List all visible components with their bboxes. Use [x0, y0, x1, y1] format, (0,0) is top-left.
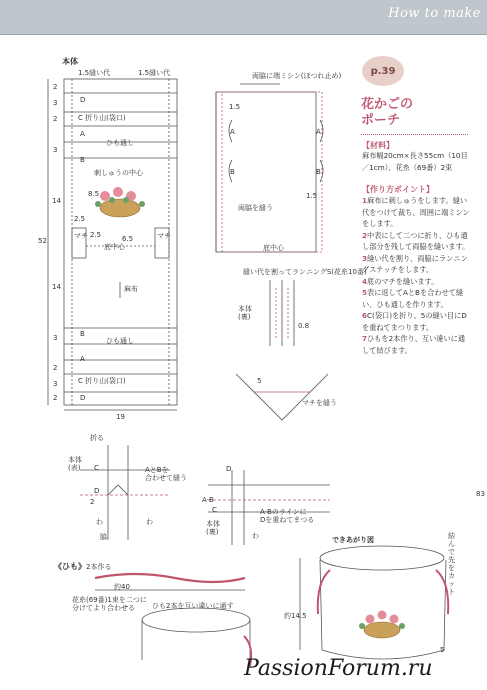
side-zigzag-outline — [222, 92, 322, 252]
dim-14-bottom: 14 — [52, 283, 61, 291]
side-top-note: 両脇に端ミシン(ほつれ止め) — [252, 72, 342, 80]
overlap-label-d: D — [226, 465, 232, 473]
header-script-title: How to make — [388, 6, 481, 21]
side-label-a1: A — [230, 128, 235, 136]
finished-cord-right — [436, 570, 448, 614]
embroidery-center-label: 刺しゅうの中心 — [94, 169, 143, 177]
cord-note-1: 花糸(69番)1束を二つに — [72, 596, 147, 604]
row-label-top: D — [80, 96, 86, 104]
basket-embroidery-icon — [95, 187, 145, 217]
row-label-top: C 折り山(袋口) — [78, 114, 126, 122]
step-number: 4 — [362, 276, 368, 286]
finished-pouch-diagram — [300, 546, 448, 659]
step-text: ひもを2本作り、互い違いに通して結びます。 — [362, 334, 466, 355]
step-text: 麻布に刺しゅうをします。縫い代をつけて裁ち、周囲に端ミシンをします。 — [362, 196, 470, 228]
dim-2-5-b: 2.5 — [90, 231, 102, 239]
finished-rim — [320, 546, 444, 570]
fold-dim-2: 2 — [90, 498, 95, 506]
gusset-label-left: マチ — [74, 232, 88, 240]
row-label-bottom: B — [80, 330, 85, 338]
fold-side: 脇 — [100, 533, 107, 541]
step-number: 2 — [362, 230, 368, 240]
pouch-bottom-sketch — [142, 608, 251, 666]
overlap-label-c: C — [212, 506, 217, 514]
body-width: 19 — [116, 413, 125, 421]
step-item — [362, 230, 472, 253]
step-item — [362, 310, 472, 333]
row-label-bottom: ひも通し — [106, 337, 134, 345]
body-height: 52 — [38, 237, 47, 245]
row-dim: 2 — [53, 394, 58, 402]
cord-twist — [95, 574, 245, 582]
step-text: 表に返してAとBを合わせて縫い、ひも通しを作ります。 — [362, 288, 464, 309]
dim-8-5: 8.5 — [88, 190, 100, 198]
page-reference-badge: p.39 — [362, 56, 404, 86]
finished-body — [320, 560, 446, 659]
step-text: C(袋口)を折り、5の縫い目にDを重ねてまつります。 — [362, 311, 467, 332]
overlap-label-ab: A·B — [202, 496, 214, 504]
step-number: 5 — [362, 288, 368, 297]
materials-text: 麻布幅20cm×長さ55cm（10目／1cm）、花糸（69番）2束 — [362, 151, 468, 172]
overlap-body-back: 本体 (裏) — [206, 520, 220, 536]
running-note: 縫い代を割ってランニングS(花糸10番) — [243, 268, 367, 276]
points-heading: 【作り方ポイント】 — [362, 185, 434, 194]
row-dim: 2 — [53, 115, 58, 123]
cord-through: ひも2本を互い違いに通す — [152, 602, 234, 610]
step-item — [362, 276, 472, 288]
title-line-1: 花かごの — [361, 97, 414, 112]
step-number: 6 — [362, 311, 368, 320]
finished-cut: 結んで先をカット — [448, 532, 455, 596]
points-steps — [362, 195, 472, 356]
title-divider — [361, 134, 468, 135]
fold-wa-1: わ — [96, 518, 103, 526]
row-dim: 3 — [53, 334, 58, 342]
cord-note-2: 分けてより合わせる — [72, 604, 135, 612]
cord-length: 約40 — [114, 583, 130, 591]
step-number: 1 — [362, 196, 368, 205]
fold-label: 折る — [90, 434, 104, 442]
bottom-center-label: 底中心 — [104, 243, 125, 251]
overlap-wa: わ — [252, 532, 259, 540]
title-line-2: ポーチ — [361, 113, 401, 128]
cord-make: 2本作る — [86, 563, 112, 571]
side-dim-1-5-b: 1.5 — [306, 192, 318, 200]
finished-label: できあがり図 — [332, 536, 374, 544]
running-dim: 0.8 — [298, 322, 310, 330]
page-title — [361, 97, 413, 129]
row-dim: 2 — [53, 83, 58, 91]
row-dim: 3 — [53, 380, 58, 388]
step-text: 中表にして二つに折り、ひも通し部分を残して両脇を縫います。 — [362, 230, 470, 251]
side-label-b2: B — [316, 168, 321, 176]
step-number: 3 — [362, 253, 368, 263]
finished-height: 約14.5 — [284, 612, 307, 620]
step-item — [362, 333, 472, 356]
page-number: 83 — [476, 490, 485, 498]
row-label-top: ひも通し — [106, 139, 134, 147]
fold-label-c: C — [94, 464, 99, 472]
fold-tip — [108, 485, 128, 495]
step-text: 縫い代を割り、両脇にランニングステッチをします。 — [362, 253, 468, 274]
row-dim: 3 — [53, 146, 58, 154]
fold-wa-2: わ — [146, 518, 153, 526]
running-dim-5: 5 — [257, 377, 262, 385]
fabric-label: 麻布 — [124, 285, 138, 293]
finished-cord-left — [318, 570, 330, 614]
step-item — [362, 253, 472, 276]
row-label-top: A — [80, 130, 85, 138]
body-label: 本体 — [62, 57, 78, 66]
finished-dim-5: 5 — [440, 646, 445, 654]
watermark: PassionForum.ru — [244, 656, 433, 681]
seam-allowance-left: 1.5縫い代 — [78, 69, 111, 77]
fold-body-front: 本体 (表) — [68, 456, 82, 472]
dim-14-top: 14 — [52, 197, 61, 205]
finished-basket-icon — [359, 611, 405, 639]
fold-ab-sew: AとBを 合わせて縫う — [145, 466, 187, 482]
row-label-bottom: D — [80, 394, 86, 402]
gusset-sew-label: マチを縫う — [302, 399, 337, 407]
running-body-back: 本体 (裏) — [238, 305, 252, 321]
step-item — [362, 287, 472, 310]
step-item — [362, 195, 472, 230]
row-dim: 3 — [53, 99, 58, 107]
gusset-label-right: マチ — [157, 232, 171, 240]
dim-6-5: 6.5 — [122, 235, 134, 243]
cord-label: 《ひも》 — [54, 562, 86, 571]
step-text: 底のマチを縫います。 — [367, 276, 439, 286]
side-bottom-label: 底中心 — [263, 244, 284, 252]
dim-2-5-a: 2.5 — [74, 215, 86, 223]
row-label-bottom: A — [80, 355, 85, 363]
materials-heading: 【材料】 — [362, 141, 394, 150]
fold-label-d: D — [94, 487, 100, 495]
row-label-bottom: C 折り山(袋口) — [78, 377, 126, 385]
side-label-a2: A — [316, 128, 321, 136]
seam-allowance-right: 1.5縫い代 — [138, 69, 171, 77]
side-label-b1: B — [230, 168, 235, 176]
row-label-top: B — [80, 156, 85, 164]
side-dim-1-5-a: 1.5 — [229, 103, 241, 111]
overlap-note: A·Bのラインに Dを重ねてまつる — [260, 508, 315, 524]
gusset-triangle — [236, 374, 328, 420]
pouch-rim — [142, 608, 250, 632]
side-seam-label: 両脇を縫う — [238, 204, 273, 212]
row-dim: 2 — [53, 364, 58, 372]
step-number: 7 — [362, 334, 368, 343]
